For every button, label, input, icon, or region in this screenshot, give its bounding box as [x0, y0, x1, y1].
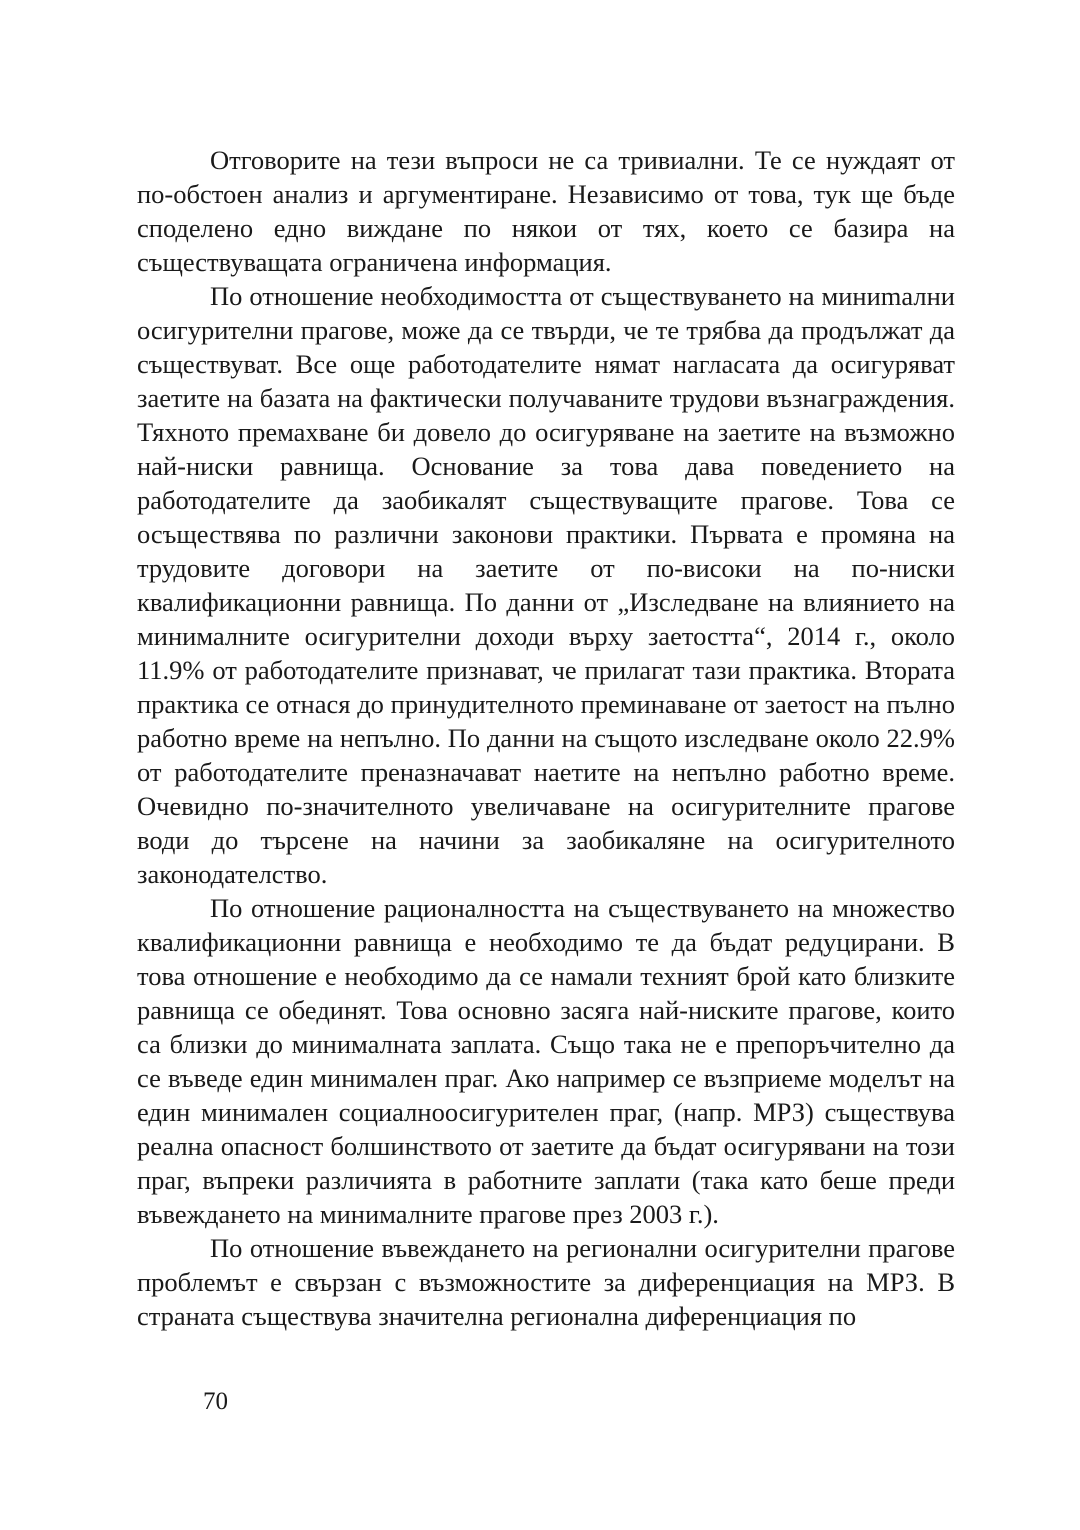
- paragraph-4: По отношение въвеждането на регионални осигурителни прагове проблемът е свързан с възможностите за диференциация на МРЗ. В страната съществува значителна регионална диференциация по: [137, 1233, 955, 1331]
- paragraph-1: Отговорите на тези въпроси не са тривиални. Те се нуждаят от по-обстоен анализ и аргументиране. Независимо от това, тук ще бъде споделено едно виждане по някои от тях, което се базира на съществуващата ограничена информация.: [137, 145, 955, 277]
- page-number: 70: [203, 1388, 228, 1415]
- paragraph-3: По отношение рационалността на съществуването на множество квалификационни равнища е необходимо те да бъдат редуцирани. В това отношение е необходимо да се намали техният брой като близките равнища се обединят. Това основно засяга най-ниските прагове, които са близки до минималната заплата. Също така не е препоръчително да се въведе един минимален праг. Ако например се възприеме моделът на един минимален социалноосигурителен праг, (напр. МРЗ) съществува реална опасност болшинството от заетите да бъдат осигурявани на този праг, въпреки различията в работните заплати (така като беше преди въвеждането на минималните прагове през 2003 г.).: [137, 893, 955, 1229]
- paragraph-2: По отношение необходимостта от съществуването на миниmални осигурителни прагове, може да се твърди, че те трябва да продължат да съществуват. Все още работодателите нямат нагласата да осигуряват заетите на базата на фактически получаваните трудови възнаграждения. Тяхното премахване би довело до осигуряване на заетите на възможно най-ниски равнища. Основание за това дава поведението на работодателите да заобикалят съществуващите прагове. Това се осъществява по различни законови практики. Първата е промяна на трудовите договори на заетите от по-високи на по-ниски квалификационни равнища. По данни от „Изследване на влиянието на минималните осигурителни доходи върху заетостта“, 2014 г., около 11.9% от работодателите признават, че прилагат тази практика. Втората практика се отнася до принудителното преминаване от заетост на пълно работно време на непълно. По данни на същото изследване около 22.9% от работодателите преназначават наетите на непълно работно време. Очевидно по-значителното увеличаване на осигурителните прагове води до търсене на начини за заобикаляне на осигурителното законодателство.: [137, 281, 955, 889]
- body-text: [137, 143, 955, 1333]
